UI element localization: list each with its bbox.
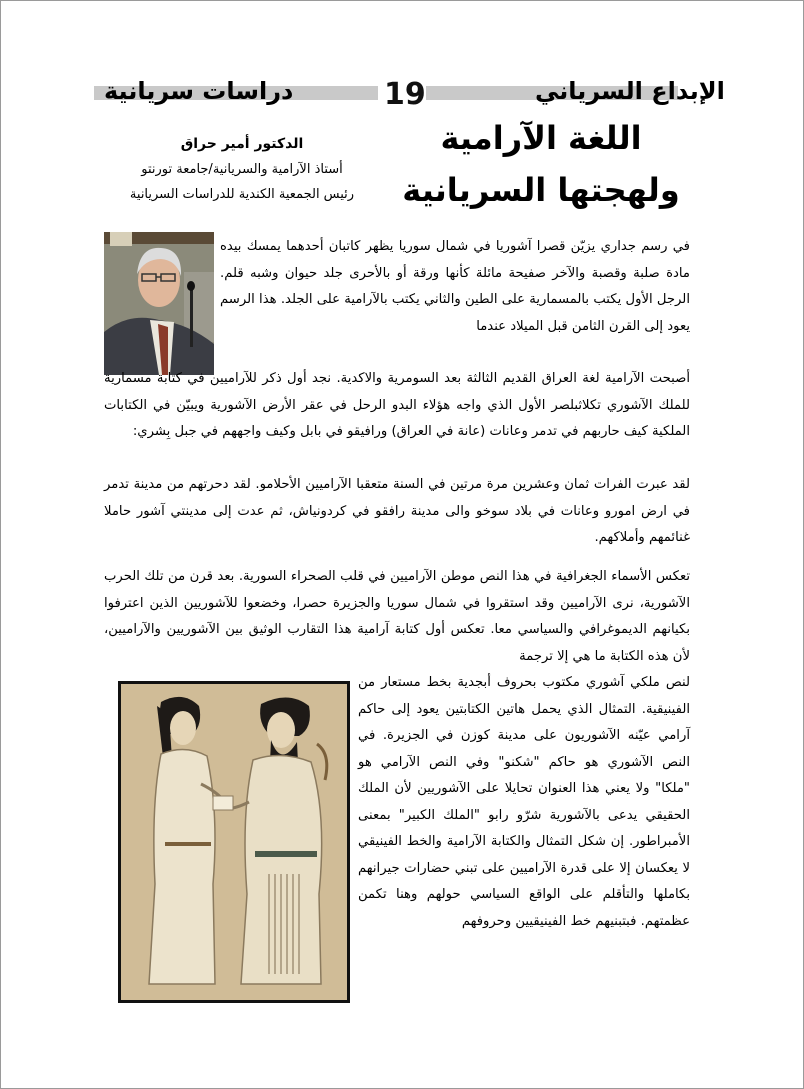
article-title <box>402 112 680 216</box>
assyrian-scribes-relief <box>118 681 350 1003</box>
author-photo-graphic <box>104 232 214 375</box>
author-name: الدكتور أمير حراق <box>180 136 304 152</box>
paragraph-2-quote: لقد عبرت الفرات ثمان وعشرين مرة مرتين في السنة متعقبا الآراميين الأحلامو. لقد دحرتهم من مدينة تدمر في ارض امورو وعانات في بلاد سوخو والى مدينة رافقو في كردونياش، ثم عدت إلى مدينتي آشور حاملا غنائمهم وأملاكهم. <box>104 477 690 545</box>
page-number: 19 <box>384 77 426 112</box>
author-block <box>110 132 374 207</box>
title-line-1: اللغة الآرامية <box>440 119 642 157</box>
paragraph-3-top: تعكس الأسماء الجغرافية في هذا النص موطن الآراميين في قلب الصحراء السورية. بعد قرن من تلك الحرب الآشورية، نرى الآراميين وقد استقروا في شمال سوريا والجزيرة حصرا، وخضعوا للآشوريين الذين اعترفوا بكيانهم الديموغرافي والسياسي معا. تعكس أول كتابة آرامية هذا التقارب الوثيق بين الآشوريين والآراميين، لأن هذه الكتابة ما هي إلا ترجمة <box>104 569 690 664</box>
author-position: أستاذ الآرامية والسريانية/جامعة تورنتو <box>141 162 343 177</box>
author-role: رئيس الجمعية الكندية للدراسات السريانية <box>129 187 355 202</box>
magazine-name: الإبداع السرياني <box>535 77 725 105</box>
author-photo <box>104 232 214 375</box>
paragraph-3-bottom: لنص ملكي آشوري مكتوب بحروف أبجدية بخط مستعار من الفينيقية. التمثال الذي يحمل هاتين الكتابتين يعود إلى حاكم آرامي عيّنه الآشوريون على مدينة كوزن في الجزيرة. في النص الآشوري هو حاكم "شكنو" وفي النص الآرامي هو "ملكا" ولا يعني هذا العنوان تحايلا على الآشوريين لأن الملك الحقيقي يدعى بالآشورية شرّو رابو "الملك الكبير" بمعنى الأمبراطور. إن شكل التمثال والكتابة الآرامية والخط الفينيقي لا يعكسان إلا على قدرة الآراميين على تبني حضارات جيرانهم بكاملها والتأقلم على الواقع السياسي حولهم وهنا تكمن عظمتهم. فبتبنيهم خط الفينيقيين وحروفهم <box>358 675 690 929</box>
paragraph-1-bottom: أصبحت الآرامية لغة العراق القديم الثالثة بعد السومرية والاكدية. نجد أول ذكر للآراميين في كتابة مسمارية للملك الآشوري تكلاثبلصر الأول الذي واجه هؤلاء البدو الرحل في عقر الأرض الآشورية ويبيّن في الكتابات الملكية كيف حاربهم في تدمر وعانات (عانة في العراق) ورافيقو في بابل وكيف واجههم في جبل بِشري: <box>104 371 690 439</box>
title-line-2: ولهجتها السريانية <box>402 171 680 209</box>
paragraph-1-top: في رسم جداري يزيّن قصرا آشوريا في شمال سوريا يظهر كاتبان أحدهما يمسك بيده مادة صلبة وقصبة والآخر صفيحة مائلة كأنها ورقة أو بالأحرى جلد حيوان وشبه قلم. الرجل الأول يكتب بالمسمارية على الطين والثاني يكتب بالآرامية على الجلد. هذا الرسم يعود إلى القرن الثامن قبل الميلاد عندما <box>220 239 690 334</box>
relief-graphic <box>121 684 347 1000</box>
section-name: دراسات سريانية <box>104 77 294 105</box>
